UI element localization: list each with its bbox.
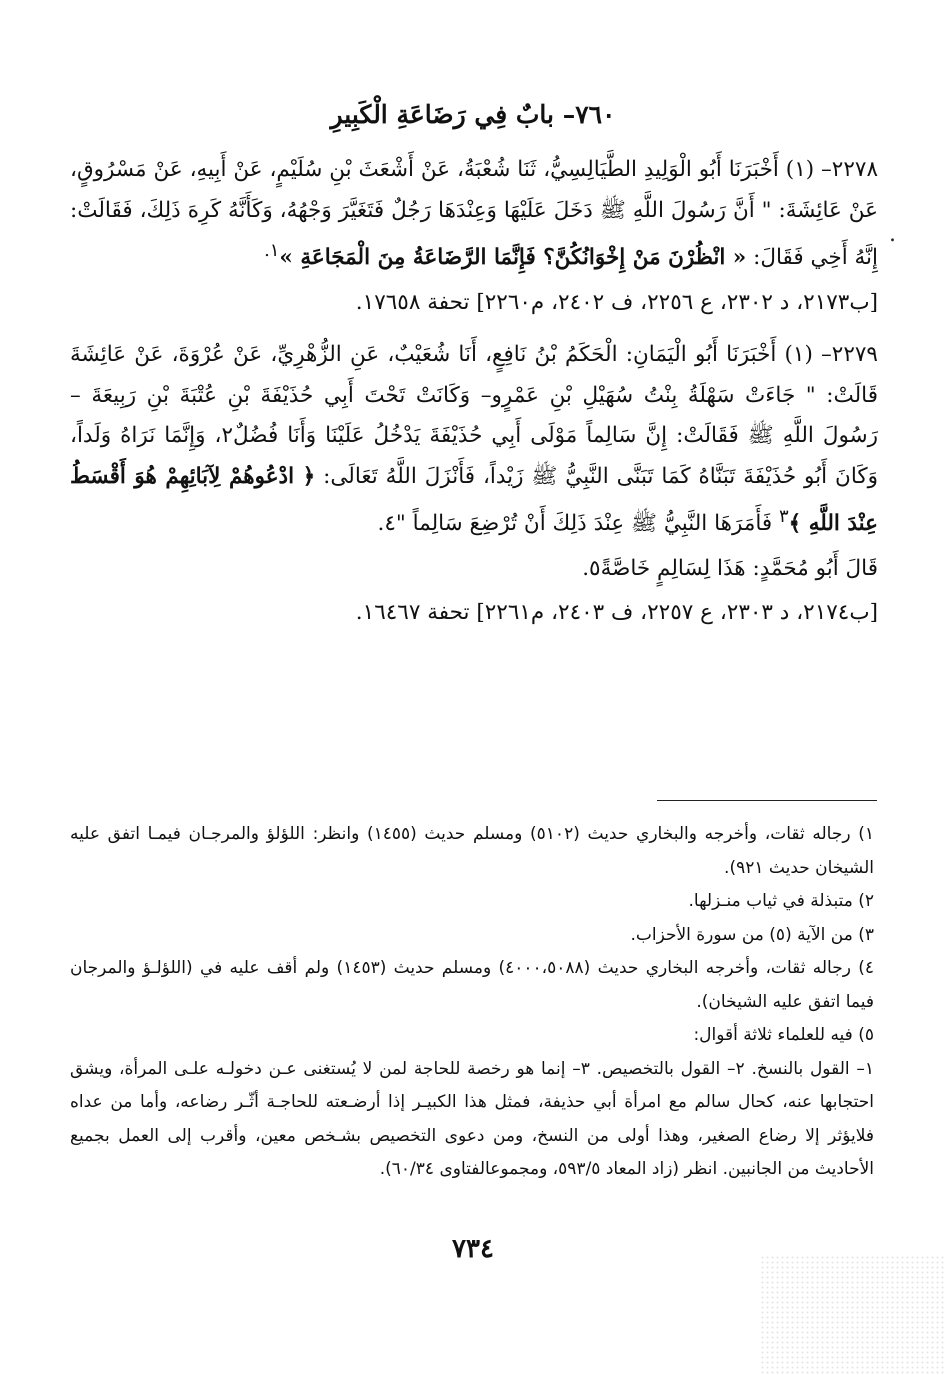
footnotes [70, 818, 874, 1187]
margin-mark: . [889, 222, 896, 247]
chapter-heading: ٧٦٠– بابٌ فِي رَضَاعَةِ الْكَبِيرِ [330, 100, 616, 129]
hadith-2278-prophetic-saying: « انْظُرْنَ مَنْ إِخْوَانُكُنَّ؟ فَإِنَّمَا الرَّضَاعَةُ مِنَ الْمَجَاعَةِ » [279, 245, 747, 271]
hadith-2279-text-after: فَأَمَرَهَا النَّبِيُّ ﷺ عِنْدَ ذَلِكَ أَنْ تُرْضِعَ سَالِماً "٤. [377, 511, 773, 537]
hadith-2279-quran-verse: ﴿ ادْعُوهُمْ لِآبَائِهِمْ هُوَ أَقْسَطُ عِنْدَ اللَّهِ ﴾ [70, 463, 878, 537]
hadith-2278-reference: [ب٢١٧٣، د ٢٣٠٢، ع ٢٢٥٦، ف ٢٤٠٢، م٢٢٦٠] تحفة ١٧٦٥٨. [355, 289, 878, 315]
page-number: ٧٣٤ [452, 1234, 494, 1264]
footnote-2: ٢) متبذلة في ثياب منـزلها. [688, 891, 874, 911]
hadith-2279 [70, 335, 878, 545]
hadith-2278-note-ref: ١. [264, 240, 280, 261]
footnote-divider [657, 800, 877, 801]
hadith-2279-text: ٢٢٧٩– (١) أَخْبَرَنَا أَبُو الْيَمَانِ: الْحَكَمُ بْنُ نَافِعٍ، أَنَا شُعَيْبٌ، عَنِ الزُّهْرِيِّ، عَنْ عُرْوَةَ، عَنْ عَائِشَةَ قَالَتْ: " جَاءَتْ سَهْلَةُ بِنْتُ سُهَيْلِ بْنِ عَمْرٍو– وَكَانَتْ تَحْتَ أَبِي حُذَيْفَةَ بْنِ عُتْبَةَ بْنِ رَبِيعَةَ – رَسُولَ اللَّهِ ﷺ فَقَالَتْ: إِنَّ سَالِماً مَوْلَى أَبِي حُذَيْفَةَ يَدْخُلُ عَلَيْنَا وَأَنَا فُضُلٌ٢، وَإِنَّمَا نَرَاهُ وَلَداً، وَكَانَ أَبُو حُذَيْفَةَ تَبَنَّاهُ كَمَا تَبَنَّى النَّبِيُّ ﷺ زَيْداً، فَأَنْزَلَ اللَّهُ تَعَالَى: [70, 342, 878, 489]
footnote-3: ٣) من الآية (٥) من سورة الأحزاب. [630, 924, 874, 945]
footnote-5: ٥) فيه للعلماء ثلاثة أقوال: [693, 1025, 874, 1045]
footnote-1: ١) رجاله ثقات، وأخرجه والبخاري حديث (٥١٠٢) ومسلم حديث (١٤٥٥) وانظر: اللؤلؤ والمرجـان فيمـا اتفق عليه الشيخان حديث ٩٢١). [70, 824, 875, 878]
hadith-2279-closing: قَالَ أَبُو مُحَمَّدٍ: هَذَا لِسَالِمٍ خَاصَّةً٥. [582, 555, 878, 581]
hadith-2279-note-ref: ٣ [779, 506, 789, 528]
scan-noise [760, 1255, 946, 1375]
hadith-2279-reference: [ب٢١٧٤، د ٢٣٠٣، ع ٢٢٥٧، ف ٢٤٠٣، م٢٢٦١] تحفة ١٦٤٦٧. [355, 600, 878, 626]
hadith-2278 [70, 150, 878, 279]
footnote-5-detail: ١– القول بالنسخ. ٢– القول بالتخصيص. ٣– إنما هو رخصة للحاجة لمن لا يُستغنى عـن دخولـه علـى المرأة، ويشق احتجابها عنه، كحال سالم مع امرأة أبي حذيفة، فمثل هذا الكبيـر إذا أرضـعته للحاجـة أثّـر رضاعه، وأما من عداه فلايؤثر إلا رضاع الصغير، وهذا أولى من النسخ، ومن دعوى التخصيص بشـخص معين، وأقرب إلى العمل بجميع الأحاديث من الجانبين. انظر (زاد المعاد ٥٩٣/٥، ومجموعالفتاوى ٦٠/٣٤). [70, 1058, 874, 1179]
footnote-4: ٤) رجاله ثقات، وأخرجه البخاري حديث (٤٠٠٠،٥٠٨٨) ومسلم حديث (١٤٥٣) ولم أقف عليه في (اللؤلـؤ والمرجان فيما اتفق عليه الشيخان). [70, 958, 874, 1012]
main-text [70, 150, 878, 646]
hadith-2278-text: ٢٢٧٨– (١) أَخْبَرَنَا أَبُو الْوَلِيدِ الطَّيَالِسِيُّ، ثَنَا شُعْبَةُ، عَنْ أَشْعَثَ بْنِ سُلَيْمٍ، عَنْ أَبِيهِ، عَنْ مَسْرُوقٍ، عَنْ عَائِشَةَ: " أَنَّ رَسُولَ اللَّهِ ﷺ دَخَلَ عَلَيْهَا وَعِنْدَهَا رَجُلٌ فَتَغَيَّرَ وَجْهُهُ، وَكَأَنَّهُ كَرِهَ ذَلِكَ، فَقَالَتْ: إِنَّهُ أَخِي فَقَالَ: [70, 157, 878, 271]
